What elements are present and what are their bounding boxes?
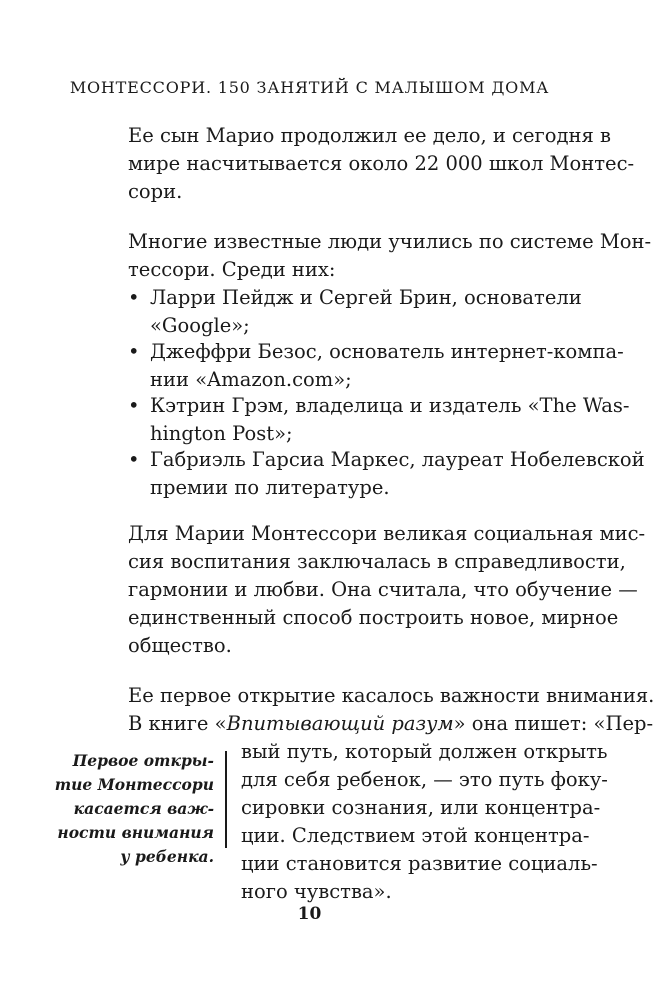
- paragraph-1-line-1: Ее сын Марио продолжил ее дело, и сегодня в: [128, 124, 611, 147]
- line-text-after-title: » она пишет: «Пер-: [453, 712, 654, 735]
- paragraph-4-line-6: ции. Следствием этой концентра-: [241, 824, 590, 847]
- bullet-3-line-1: Кэтрин Грэм, владелица и издатель «The Was-: [150, 394, 630, 417]
- sidenote-line-2: тие Монтессори: [54, 775, 214, 794]
- paragraph-3-line-2: сия воспитания заключалась в справедливости,: [128, 550, 626, 573]
- paragraph-2-line-1: Многие известные люди учились по системе Мон-: [128, 230, 652, 253]
- paragraph-4-line-3: вый путь, который должен открыть: [241, 740, 608, 763]
- paragraph-4-line-5: сировки сознания, или концентра-: [241, 796, 601, 819]
- paragraph-1-line-2: мире насчитывается около 22 000 школ Монтес-: [128, 152, 635, 175]
- paragraph-3-line-3: гармонии и любви. Она считала, что обучение —: [128, 578, 638, 601]
- paragraph-3-line-5: общество.: [128, 634, 232, 657]
- paragraph-4-line-2: [128, 710, 654, 738]
- bullet-4-line-1: Габриэль Гарсиа Маркес, лауреат Нобелевской: [150, 448, 645, 471]
- bullet-marker: •: [128, 286, 140, 309]
- sidenote-line-1: Первое откры-: [72, 751, 214, 770]
- paragraph-4-line-8: ного чувства».: [241, 880, 392, 903]
- paragraph-1-line-3: сори.: [128, 180, 183, 203]
- sidenote-line-5: у ребенка.: [120, 847, 214, 866]
- bullet-2-line-2: нии «Amazon.com»;: [150, 368, 352, 391]
- paragraph-4-line-1: Ее первое открытие касалось важности внимания.: [128, 684, 654, 707]
- bullet-3-line-2: hington Post»;: [150, 422, 293, 445]
- sidenote-rule: [225, 751, 227, 848]
- line-text-before-title: В книге «: [128, 712, 227, 735]
- bullet-1-line-1: Ларри Пейдж и Сергей Брин, основатели: [150, 286, 582, 309]
- bullet-1-line-2: «Google»;: [150, 314, 250, 337]
- paragraph-4-line-7: ции становится развитие социаль-: [241, 852, 598, 875]
- bullet-marker: •: [128, 394, 140, 417]
- running-head: МОНТЕССОРИ. 150 ЗАНЯТИЙ С МАЛЫШОМ ДОМА: [69, 78, 550, 97]
- paragraph-2-line-2: тессори. Среди них:: [128, 258, 336, 281]
- bullet-marker: •: [128, 448, 140, 471]
- paragraph-3-line-1: Для Марии Монтессори великая социальная мис-: [128, 522, 646, 545]
- paragraph-3-line-4: единственный способ построить новое, мирное: [128, 606, 619, 629]
- sidenote-line-3: касается важ-: [73, 799, 214, 818]
- page-number: 10: [297, 904, 322, 924]
- bullet-4-line-2: премии по литературе.: [150, 476, 390, 499]
- sidenote-line-4: ности внимания: [57, 823, 214, 842]
- book-title: Впитывающий разум: [226, 712, 454, 735]
- bullet-marker: •: [128, 340, 140, 363]
- bullet-2-line-1: Джеффри Безос, основатель интернет-компа-: [150, 340, 624, 363]
- paragraph-4-line-4: для себя ребенок, — это путь фоку-: [241, 768, 608, 791]
